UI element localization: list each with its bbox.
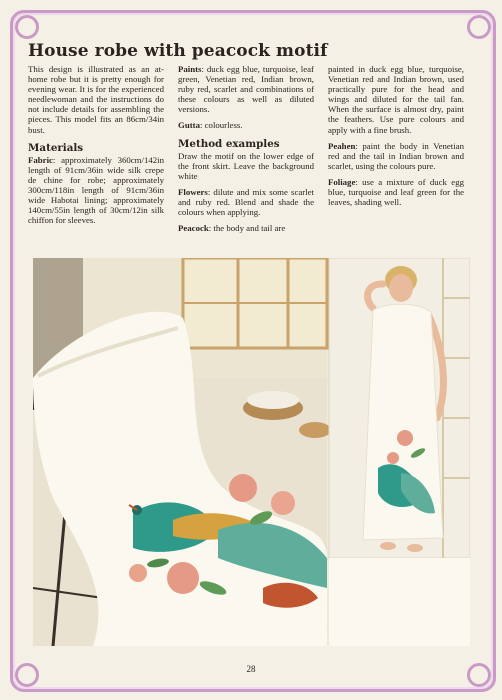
peacock-continued: painted in duck egg blue, turquoise, Venetian red and Indian brown, used practically pure for the head and wings and diluted for the tail fan. When the surface is almost dry, paint the feathers. Use pure colours and apply with a fine brush. (328, 64, 464, 135)
fabric-text: : approximately 360cm/142in length of 91cm/36in wide silk crepe de chine for robe; approximately 300cm/118in length of 91cm/36in wide Habotai lining; approximately 140cm/55in length of 30cm/12in silk chiffon for sleeves. (28, 154, 164, 226)
dress-flower (387, 452, 399, 464)
paints-paragraph (178, 64, 314, 114)
text-column-2 (178, 64, 314, 239)
materials-heading: Materials (28, 141, 84, 154)
flowers-text: : dilute and mix some scarlet and ruby red. Blend and shade the colours when applying. (178, 186, 314, 218)
gutta-text: : colourless. (200, 120, 243, 131)
text-column-1 (28, 64, 164, 231)
peahen-label: Peahen (328, 140, 356, 151)
robe-photograph (33, 258, 470, 646)
foliage-text: : use a mixture of duck egg blue, turquoise and leaf green for the leaves, shading well. (328, 176, 464, 208)
fabric-label: Fabric (28, 154, 53, 165)
peony-flower (167, 562, 199, 594)
gutta-label: Gutta (178, 120, 200, 131)
intro-paragraph: This design is illustrated as an at-home robe but it is pretty enough for evening wear. It is for the experienced needlewoman and the instructions do not include details for assembling the pieces. This model fits an 86cm/34in bust. (28, 64, 164, 135)
peony-flower (271, 491, 295, 515)
peony-flower (129, 564, 147, 582)
peacock-text: : the body and tail are (208, 223, 286, 234)
page-number: 28 (246, 664, 256, 674)
peahen-paragraph (328, 141, 464, 171)
model-foot (407, 544, 423, 552)
foliage-paragraph (328, 177, 464, 207)
page-title: House robe with peacock motif (28, 41, 328, 61)
flowers-paragraph (178, 187, 314, 217)
peony-flower (229, 474, 257, 502)
flowers-label: Flowers (178, 186, 208, 197)
peacock-label: Peacock (178, 223, 209, 234)
paints-text: : duck egg blue, turquoise, leaf green, Venetian red, Indian brown, ruby red, scarlet and combinations of these colours as well as diluted versions. (178, 64, 314, 115)
model-face (389, 274, 413, 302)
peacock-paragraph (178, 223, 314, 233)
method-heading: Method examples (178, 137, 280, 150)
bowl (299, 422, 331, 438)
dress-flower (397, 430, 413, 446)
text-column-3 (328, 64, 464, 213)
peahen-text: : paint the body in Venetian red and the tail in Indian brown and scarlet, using the colours pure. (328, 140, 464, 171)
border-corner-ornament (15, 15, 39, 39)
gutta-paragraph (178, 120, 314, 130)
border-corner-ornament (467, 15, 491, 39)
model-foot (380, 542, 396, 550)
fabric-paragraph (28, 155, 164, 226)
foliage-label: Foliage (328, 176, 356, 187)
paints-label: Paints (178, 64, 202, 74)
method-intro: Draw the motif on the lower edge of the front skirt. Leave the background white (178, 150, 314, 181)
